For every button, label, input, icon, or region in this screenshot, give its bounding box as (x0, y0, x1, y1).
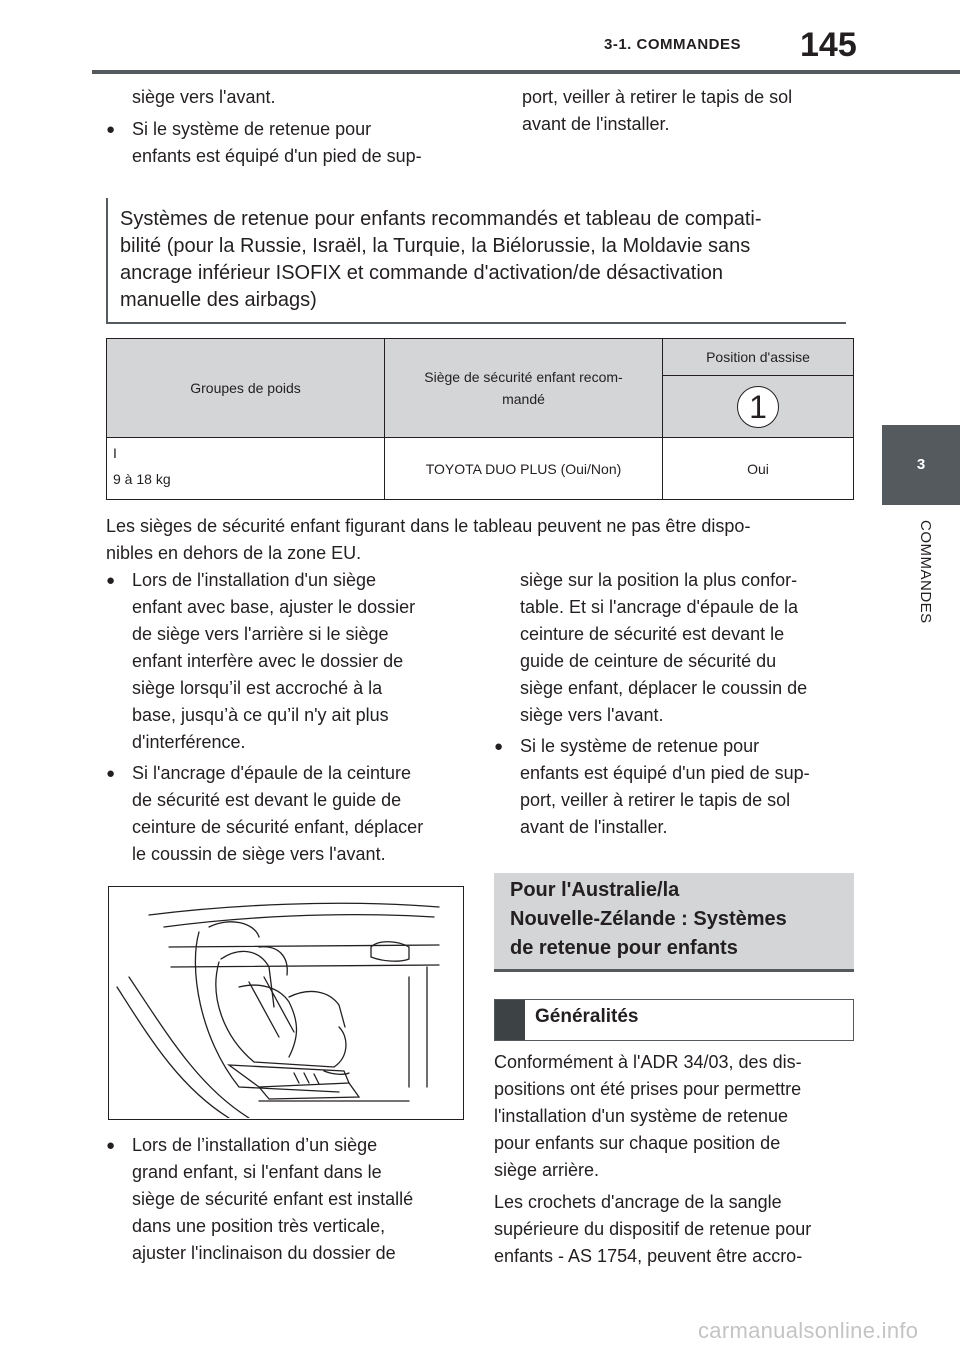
text-line: base, jusqu’à ce qu’il n'y ait plus (132, 705, 389, 725)
right-continuation (520, 567, 807, 729)
text-line: avant de l'installer. (520, 817, 668, 837)
compatibility-table (106, 338, 854, 500)
seat-cell: TOYOTA DUO PLUS (Oui/Non) (385, 438, 663, 500)
text-line: ● Si le système de retenue pour (132, 119, 372, 139)
seat-position-1-icon: 1 (737, 386, 779, 428)
weight-group-cell (107, 438, 385, 500)
seat-header-line: mandé (502, 391, 545, 407)
text-line: pour enfants sur chaque position de (494, 1133, 781, 1153)
text-line: enfants - AS 1754, peuvent être accro- (494, 1246, 803, 1266)
text-line: ● Si l'ancrage d'épaule de la ceinture (132, 763, 412, 783)
anchor-paragraph (494, 1189, 811, 1270)
position-header: Position d'assise (663, 339, 854, 376)
adr-paragraph (494, 1049, 802, 1184)
text-line: enfants est équipé d'un pied de sup- (520, 763, 810, 783)
top-left-bullet (106, 116, 422, 170)
text-line: siège sur la position la plus confor- (520, 570, 798, 590)
seat-header (385, 339, 663, 438)
text-line: enfant interfère avec le dossier de (132, 651, 404, 671)
section-heading-box (106, 198, 846, 324)
heading-line: Pour l'Australie/la (510, 879, 680, 901)
text-line: port, veiller à retirer le tapis de sol (522, 87, 793, 107)
generalites-label: Généralités (535, 1006, 639, 1027)
text-line: de sécurité est devant le guide de (132, 790, 402, 810)
text-line: dans une position très verticale, (132, 1216, 386, 1236)
text-line: enfant avec base, ajuster le dossier (132, 597, 416, 617)
text-line: d'interférence. (132, 732, 246, 752)
heading-line: Systèmes de retenue pour enfants recommandés et tableau de compati- (120, 208, 762, 230)
text-line: ajuster l'inclinaison du dossier de (132, 1243, 396, 1263)
text-line: supérieure du dispositif de retenue pour (494, 1219, 812, 1239)
header-rule (92, 70, 960, 74)
heading-marker (495, 1000, 525, 1040)
heading-line: manuelle des airbags) (120, 289, 317, 311)
heading-line: de retenue pour enfants (510, 937, 738, 959)
generalites-heading (494, 999, 854, 1041)
text-line: siège vers l'avant. (520, 705, 664, 725)
text-line: ceinture de sécurité enfant, déplacer (132, 817, 424, 837)
chapter-tab: 3 (882, 425, 960, 505)
text-line: siège lorsqu’il est accroché à la (132, 678, 383, 698)
text-line: enfants est équipé d'un pied de sup- (132, 146, 422, 166)
top-right-continuation (522, 84, 792, 138)
text-line: de siège vers l'arrière si le siège (132, 624, 389, 644)
bullet-seat-base (106, 567, 415, 756)
group-label: I (113, 445, 117, 461)
australia-section-heading (494, 873, 854, 972)
text-line: ● Si le système de retenue pour (520, 736, 760, 756)
section-title: 3-1. COMMANDES (604, 36, 742, 53)
heading-line: ancrage inférieur ISOFIX et commande d'activation/de désactivation (120, 262, 724, 284)
seat-header-line: Siège de sécurité enfant recom- (424, 369, 623, 385)
heading-line: Nouvelle-Zélande : Systèmes (510, 908, 787, 930)
watermark: carmanualsonline.info (698, 1318, 919, 1343)
bullet-booster-seat (106, 1132, 413, 1267)
text-line: ● Lors de l’installation d’un siège (132, 1135, 378, 1155)
text-line: Les sièges de sécurité enfant figurant dans le tableau peuvent ne pas être dispo- (106, 516, 751, 536)
text-line: siège de sécurité enfant est installé (132, 1189, 414, 1209)
heading-line: bilité (pour la Russie, Israël, la Turquie, la Biélorussie, la Moldavie sans (120, 235, 751, 257)
continued-line: siège vers l'avant. (132, 87, 276, 107)
text-line: Les crochets d'ancrage de la sangle (494, 1192, 782, 1212)
text-line: le coussin de siège vers l'avant. (132, 844, 386, 864)
bullet-shoulder-anchor (106, 760, 423, 868)
text-line: Conformément à l'ADR 34/03, des dis- (494, 1052, 802, 1072)
text-line: guide de ceinture de sécurité du (520, 651, 777, 671)
text-line: ● Lors de l'installation d'un siège (132, 570, 377, 590)
bullet-support-leg (494, 733, 810, 841)
text-line: ceinture de sécurité est devant le (520, 624, 785, 644)
page-number: 145 (800, 26, 857, 64)
table-note (106, 513, 750, 567)
text-line: port, veiller à retirer le tapis de sol (520, 790, 791, 810)
text-line: nibles en dehors de la zone EU. (106, 543, 362, 563)
text-line: positions ont été prises pour permettre (494, 1079, 802, 1099)
child-seat-illustration (108, 886, 464, 1120)
text-line: siège enfant, déplacer le coussin de (520, 678, 808, 698)
text-line: l'installation d'un système de retenue (494, 1106, 789, 1126)
chapter-label: COMMANDES (917, 520, 934, 624)
text-line: avant de l'installer. (522, 114, 670, 134)
weight-range: 9 à 18 kg (113, 471, 171, 487)
text-line: grand enfant, si l'enfant dans le (132, 1162, 382, 1182)
position-marker-cell (663, 376, 854, 438)
text-line: siège arrière. (494, 1160, 600, 1180)
position-value-cell: Oui (663, 438, 854, 500)
text-line: table. Et si l'ancrage d'épaule de la (520, 597, 799, 617)
child-seat-drawing (109, 887, 462, 1118)
weight-group-header: Groupes de poids (107, 339, 385, 438)
